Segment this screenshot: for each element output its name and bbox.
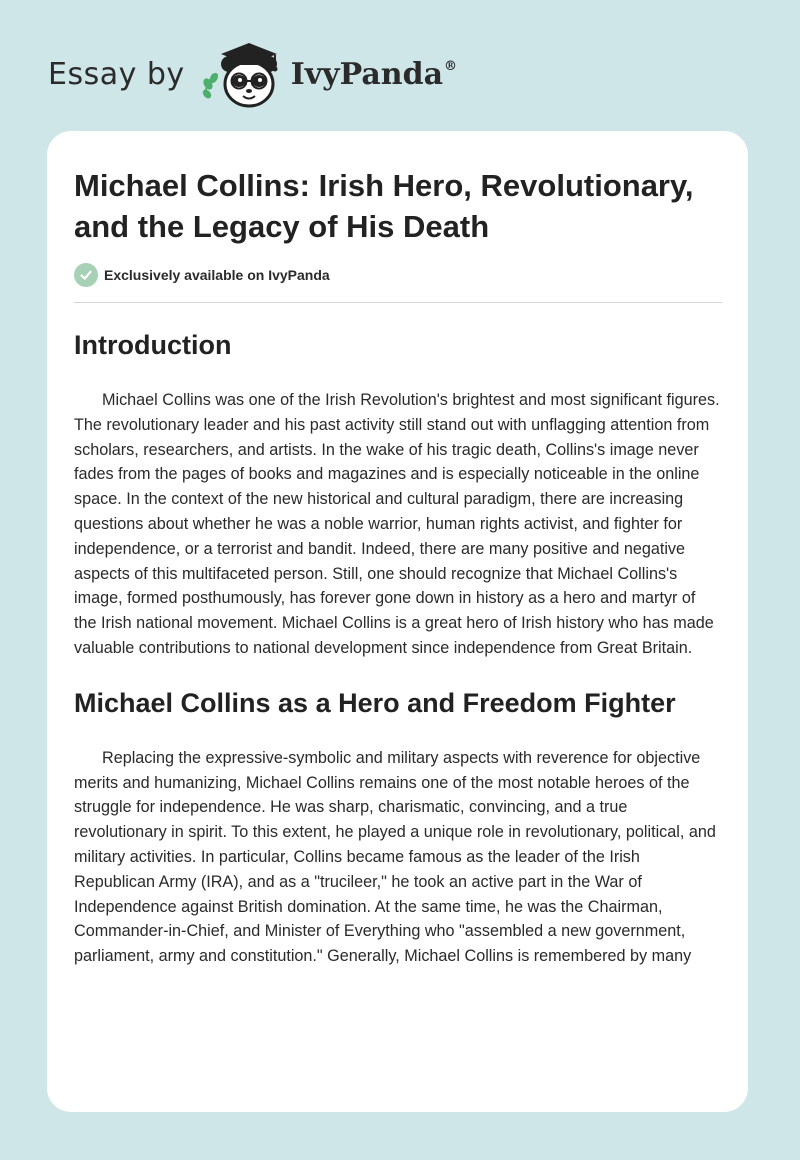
title-divider xyxy=(74,302,722,303)
section-heading-hero-freedom-fighter: Michael Collins as a Hero and Freedom Fighter xyxy=(74,687,676,718)
section-paragraph-hero-freedom-fighter: Replacing the expressive-symbolic and military aspects with reverence for objective merits and humanizing, Michael Collins remains one of the most notable heroes of the struggle for independence. He was sharp, charismatic, convincing, and a true revolutionary in spirit. To this extent, he played a unique role in revolutionary, political, and military activities. In particular, Collins became famous as the leader of the Irish Republican Army (IRA), and as a "trucileer," he took an active part in the War of Independence against British domination. At the same time, he was the Chairman, Commander-in-Chief, and Minister of Everything who "assembled a new government, parliament, army and constitution." Generally, Michael Collins is remembered by many xyxy=(74,748,716,966)
trademark-mark: ® xyxy=(444,58,458,74)
panda-graduate-icon xyxy=(199,34,287,114)
section-paragraph-introduction: Michael Collins was one of the Irish Revolution's brightest and most significant figures. The revolutionary leader and his past activity still stand out with unflagging attention from scholars, researchers, and artists. In the wake of his tragic death, Collins's image never fades from the pages of books and magazines and is especially noticeable in the online space. In the context of the new historical and cultural paradigm, there are increasing questions about whether he was a noble warrior, human rights activist, and fighter for independence, or a terrorist and bandit. Indeed, there are many positive and negative aspects of this multifaceted person. Still, one should recognize that Michael Collins's image, formed posthumously, has forever gone down in history as a hero and martyr of the Irish national movement. Michael Collins is a great hero of Irish history who has made valuable contributions to national development since independence from Great Britain. xyxy=(74,391,720,657)
section-heading-introduction: Introduction xyxy=(74,330,232,360)
exclusive-badge xyxy=(74,263,722,287)
essay-title: Michael Collins: Irish Hero, Revolutionary, and the Legacy of His Death xyxy=(74,168,694,244)
site-header xyxy=(48,34,457,114)
exclusive-badge-text: Exclusively available on IvyPanda xyxy=(104,267,330,283)
check-circle-icon xyxy=(74,263,98,287)
essay-by-label: Essay by xyxy=(48,56,185,92)
essay-card xyxy=(47,131,748,1112)
brand-name: IvyPanda® xyxy=(290,56,458,92)
